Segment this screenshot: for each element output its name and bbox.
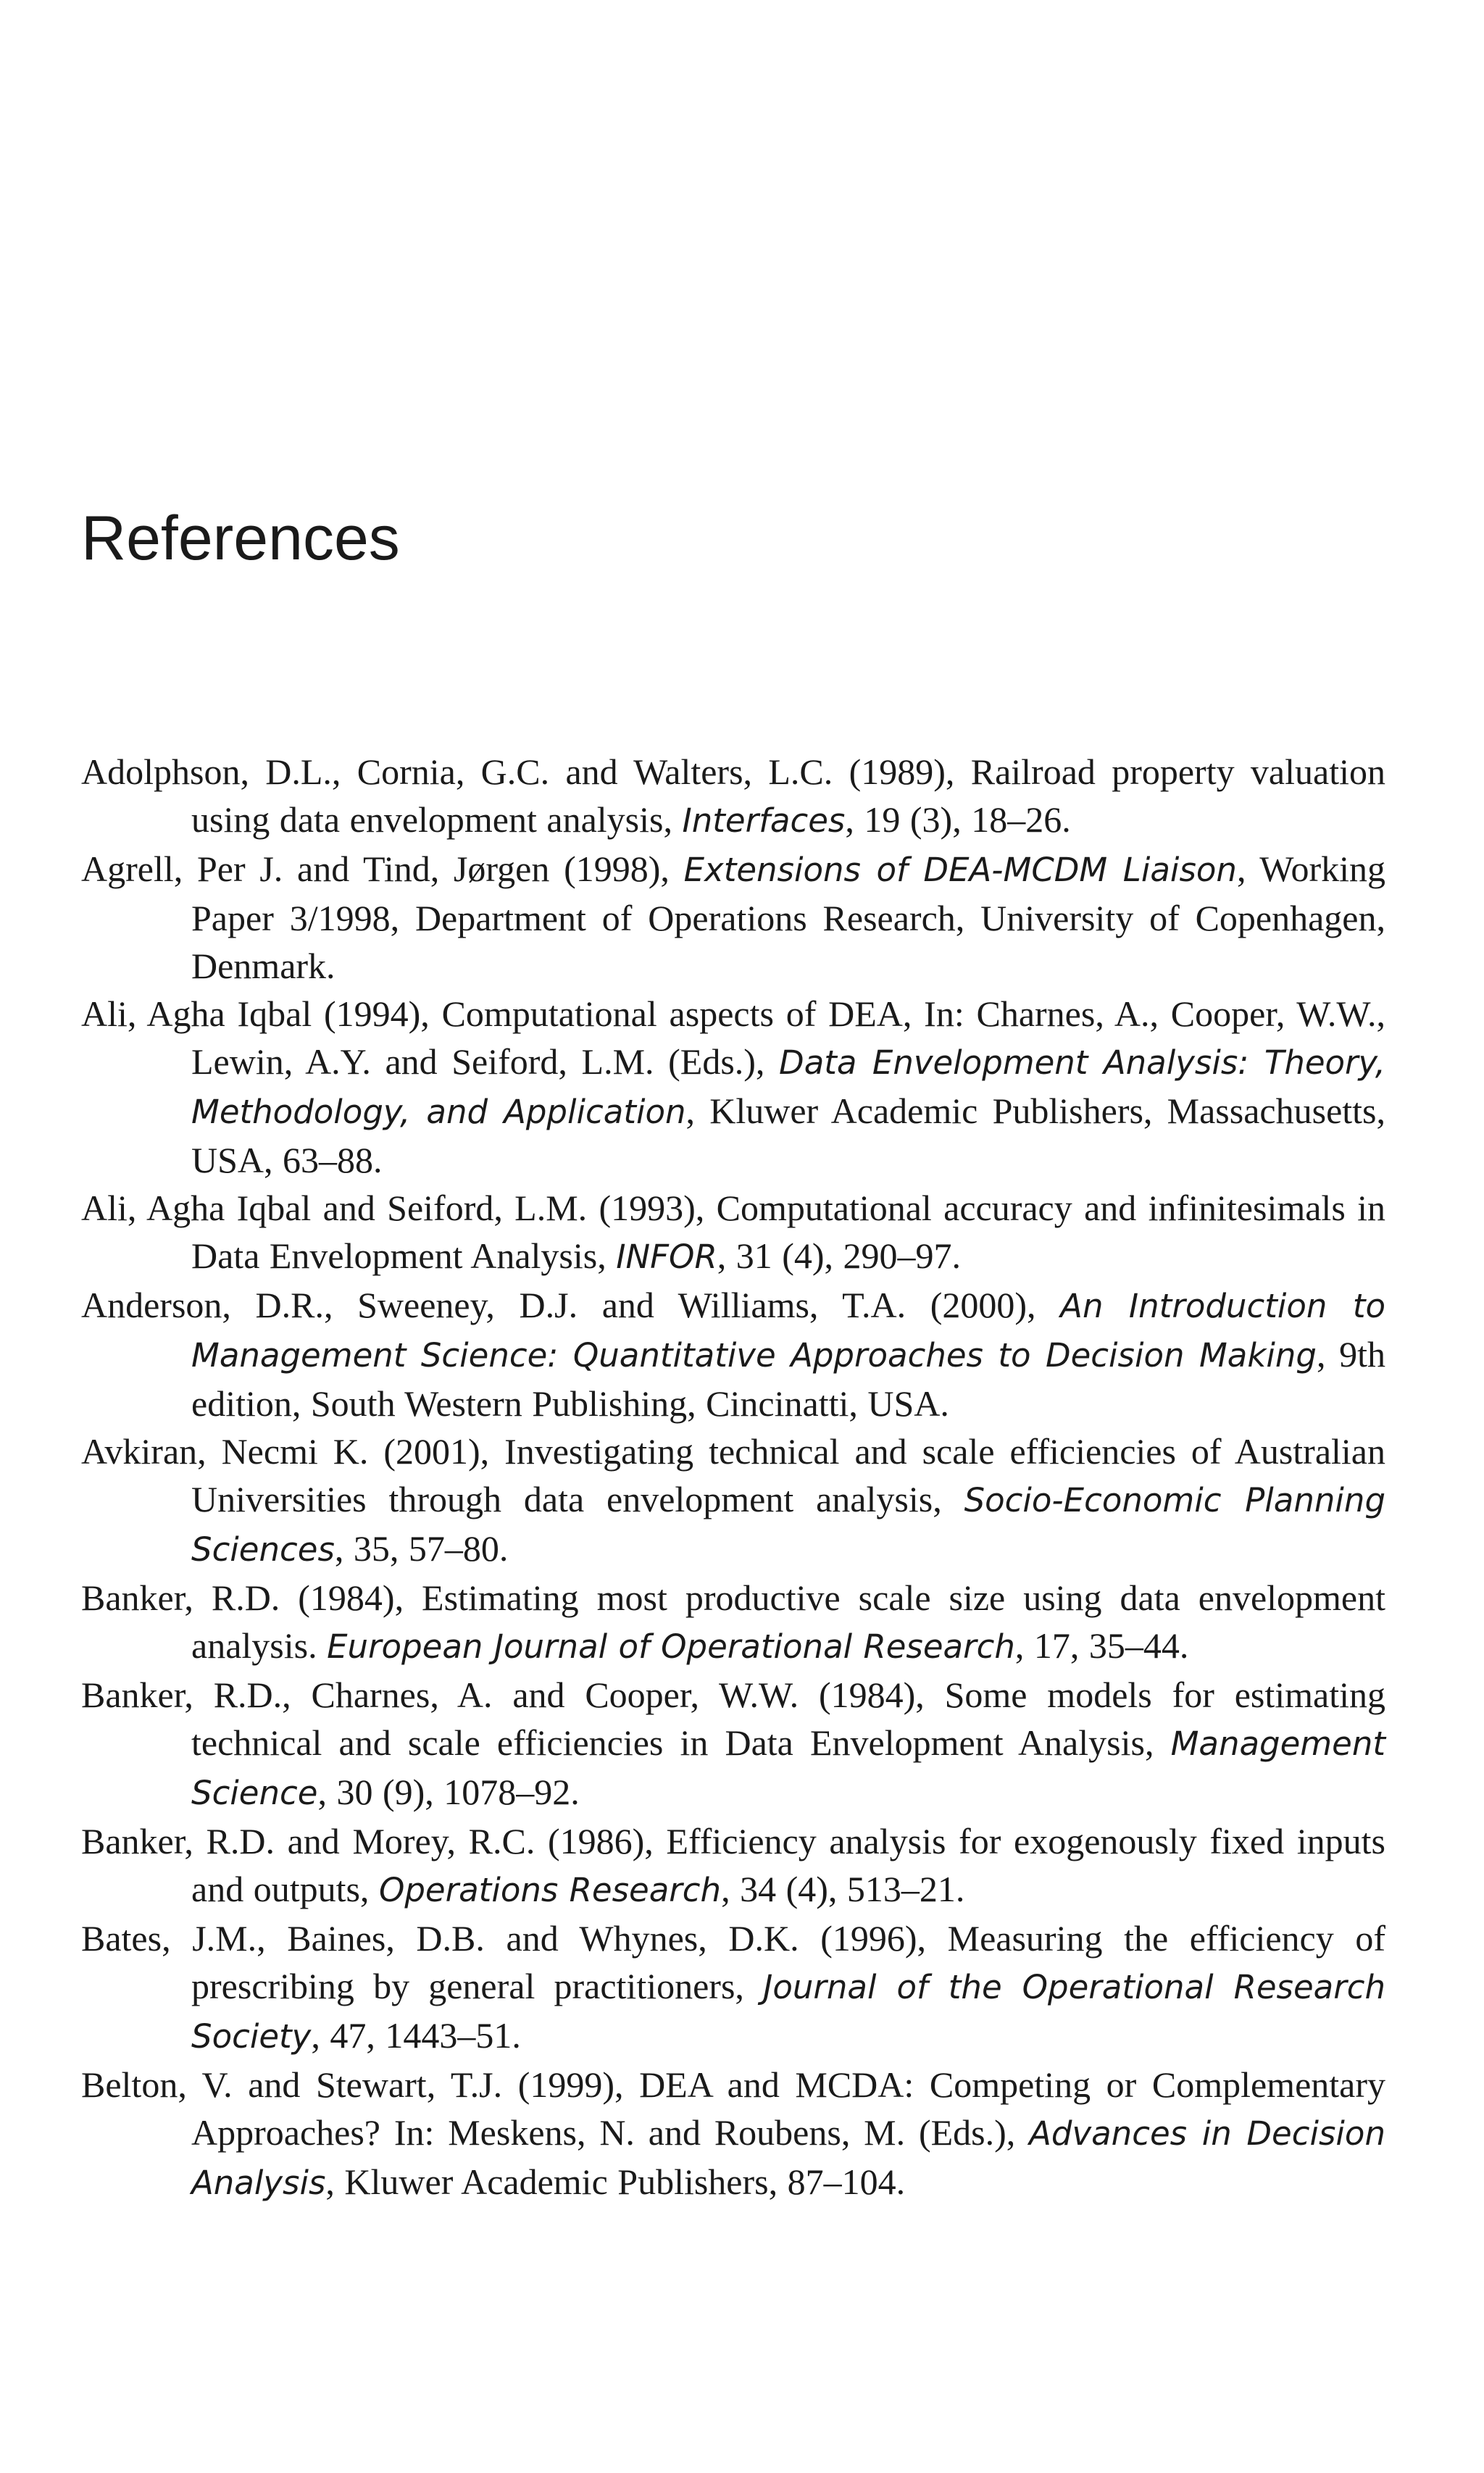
reference-source-title: INFOR: [616, 1238, 717, 1276]
reference-entry: [81, 1914, 1385, 2061]
reference-entry: [81, 1817, 1385, 1914]
page-title: References: [81, 504, 400, 573]
reference-text: Agrell, Per J. and Tind, Jørgen (1998),: [81, 848, 684, 889]
reference-source-title: Management Science: [191, 1725, 1385, 1812]
reference-list: [81, 748, 1385, 2207]
reference-text: Ali, Agha Iqbal (1994), Computational aspects of DEA, In: Charnes, A., Cooper, W.W., Lewin, A.Y. and Seiford, L.M. (Eds.),: [81, 993, 1385, 1082]
reference-entry: [81, 1184, 1385, 1281]
reference-source-title: Advances in Decision Analysis: [191, 2114, 1385, 2202]
reference-details: , 19 (3), 18–26.: [845, 799, 1071, 840]
reference-details: , 17, 35–44.: [1014, 1625, 1189, 1666]
reference-source-title: Interfaces: [682, 801, 846, 840]
reference-entry: [81, 1574, 1385, 1671]
reference-details: , 9th edition, South Western Publishing, Cincinatti, USA.: [191, 1334, 1385, 1424]
reference-source-title: Operations Research: [378, 1871, 722, 1909]
reference-source-title: Extensions of DEA-MCDM Liaison: [683, 851, 1237, 889]
reference-details: , 35, 57–80.: [334, 1528, 509, 1569]
reference-details: , Working Paper 3/1998, Department of Operations Research, University of Copenhagen, Denmark.: [191, 848, 1385, 986]
reference-text: Ali, Agha Iqbal and Seiford, L.M. (1993), Computational accuracy and infinitesimals in Data Envelopment Analysis,: [81, 1188, 1385, 1276]
reference-details: , 30 (9), 1078–92.: [317, 1772, 580, 1812]
reference-entry: [81, 845, 1385, 990]
reference-details: , Kluwer Academic Publishers, Massachusetts, USA, 63–88.: [191, 1090, 1385, 1180]
reference-source-title: Socio-Economic Planning Sciences: [191, 1481, 1386, 1569]
reference-text: Belton, V. and Stewart, T.J. (1999), DEA and MCDA: Competing or Complementary Approaches? In: Meskens, N. and Roubens, M. (Eds.),: [81, 2064, 1385, 2153]
reference-text: Banker, R.D., Charnes, A. and Cooper, W.W. (1984), Some models for estimating technical and scale efficiencies in Data Envelopment Analysis,: [81, 1675, 1385, 1763]
reference-text: Adolphson, D.L., Cornia, G.C. and Walters, L.C. (1989), Railroad property valuation using data envelopment analysis,: [81, 751, 1385, 840]
reference-entry: [81, 1671, 1385, 1817]
reference-details: , 47, 1443–51.: [311, 2015, 521, 2056]
reference-source-title: An Introduction to Management Science: Quantitative Approaches to Decision Making: [191, 1287, 1385, 1375]
reference-text: Bates, J.M., Baines, D.B. and Whynes, D.K. (1996), Measuring the efficiency of prescribing by general practitioners,: [81, 1918, 1385, 2006]
reference-source-title: European Journal of Operational Research: [327, 1627, 1015, 1666]
reference-text: Banker, R.D. and Morey, R.C. (1986), Efficiency analysis for exogenously fixed inputs and outputs,: [81, 1821, 1385, 1909]
reference-source-title: Journal of the Operational Research Society: [191, 1968, 1386, 2056]
reference-entry: [81, 748, 1385, 845]
reference-entry: [81, 2061, 1385, 2207]
reference-text: Banker, R.D. (1984), Estimating most productive scale size using data envelopment analysis.: [81, 1577, 1385, 1666]
reference-entry: [81, 990, 1385, 1184]
reference-entry: [81, 1281, 1385, 1427]
reference-entry: [81, 1427, 1385, 1574]
reference-details: , 31 (4), 290–97.: [717, 1235, 962, 1276]
reference-details: , 34 (4), 513–21.: [721, 1869, 965, 1909]
reference-source-title: Data Envelopment Analysis: Theory, Methodology, and Application: [191, 1043, 1385, 1131]
reference-text: Avkiran, Necmi K. (2001), Investigating technical and scale efficiencies of Australian Universities through data envelopment analysis,: [81, 1431, 1385, 1519]
reference-details: , Kluwer Academic Publishers, 87–104.: [325, 2161, 906, 2202]
reference-text: Anderson, D.R., Sweeney, D.J. and Williams, T.A. (2000),: [81, 1285, 1061, 1325]
